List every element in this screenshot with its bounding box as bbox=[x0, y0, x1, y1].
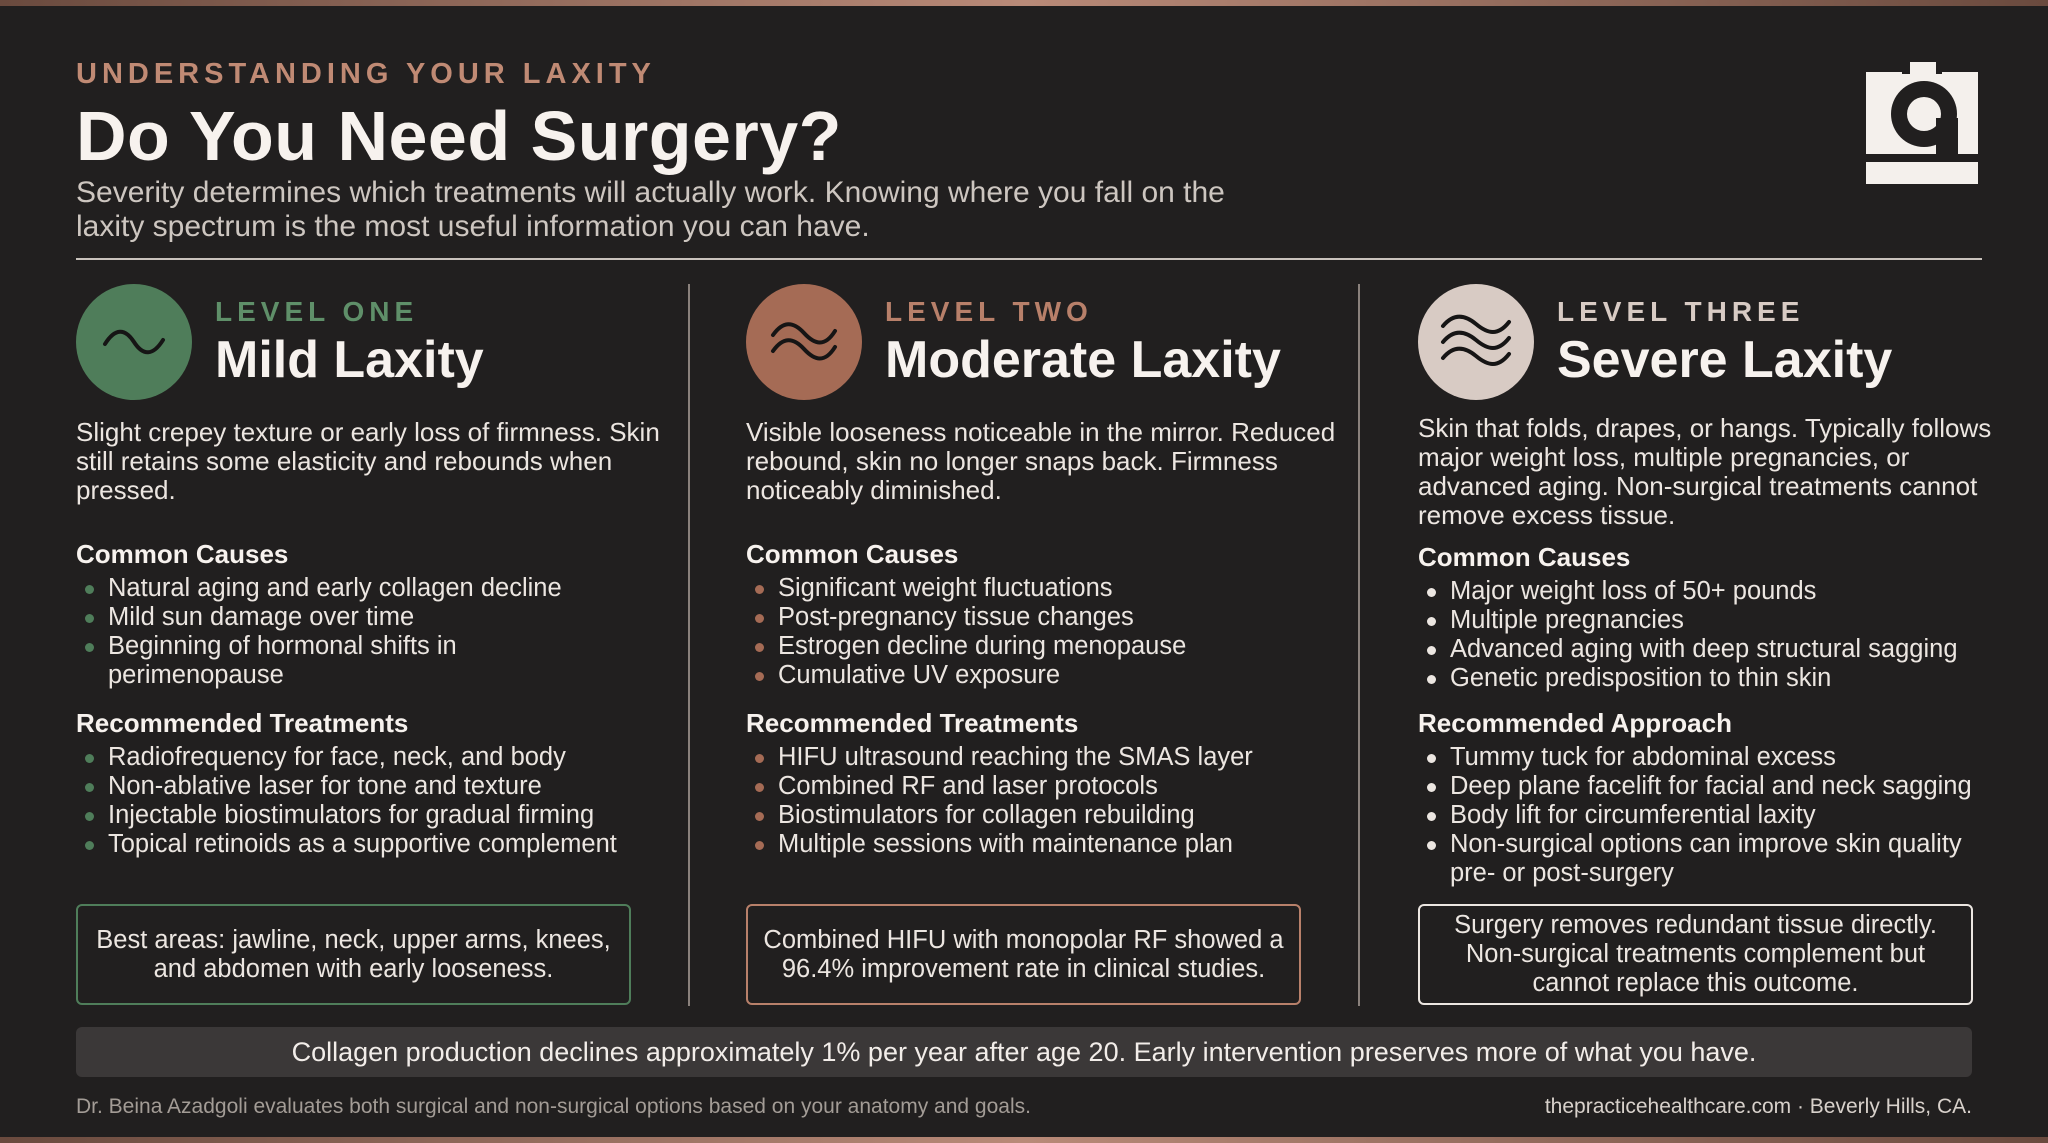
bullet-dot bbox=[1427, 646, 1436, 655]
bullet-dot bbox=[85, 643, 94, 652]
header-divider bbox=[76, 258, 1982, 260]
bottom-accent-bar bbox=[0, 1137, 2048, 1143]
list-item: Cumulative UV exposure bbox=[746, 661, 1366, 690]
list-item: Non-surgical options can improve skin quality bbox=[1418, 830, 2038, 859]
level-description: Visible looseness noticeable in the mirror. Reduced rebound, skin no longer snaps back. Firmness noticeably diminished. bbox=[746, 417, 1336, 505]
footer-disclaimer: Dr. Beina Azadgoli evaluates both surgical and non-surgical options based on your anatomy and goals. bbox=[76, 1095, 1031, 1118]
list-item: Estrogen decline during menopause bbox=[746, 632, 1366, 661]
callout-box: Best areas: jawline, neck, upper arms, knees, and abdomen with early looseness. bbox=[76, 904, 631, 1005]
page-eyebrow: UNDERSTANDING YOUR LAXITY bbox=[76, 58, 656, 90]
bullet-dot bbox=[85, 841, 94, 850]
bullet-dot bbox=[755, 812, 764, 821]
bullet-dot bbox=[1427, 812, 1436, 821]
triple-wave-icon bbox=[1418, 284, 1534, 400]
treatments-list bbox=[76, 743, 696, 859]
bullet-dot bbox=[1427, 841, 1436, 850]
list-item: Natural aging and early collagen decline bbox=[76, 574, 696, 603]
approach-heading: Recommended Approach bbox=[1418, 708, 1732, 738]
approach-list bbox=[1418, 743, 2038, 888]
page-subtitle: Severity determines which treatments will actually work. Knowing where you fall on the laxity spectrum is the most useful information you can have. bbox=[76, 176, 1225, 243]
bullet-dot bbox=[755, 841, 764, 850]
causes-heading: Common Causes bbox=[76, 539, 289, 569]
list-item: HIFU ultrasound reaching the SMAS layer bbox=[746, 743, 1366, 772]
level-tag: LEVEL ONE bbox=[215, 296, 419, 327]
list-item: Advanced aging with deep structural sagging bbox=[1418, 635, 2038, 664]
list-item: Major weight loss of 50+ pounds bbox=[1418, 577, 2038, 606]
single-wave-icon bbox=[76, 284, 192, 400]
level-description: Slight crepey texture or early loss of firmness. Skin still retains some elasticity and rebounds when pressed. bbox=[76, 417, 660, 505]
bullet-dot bbox=[755, 643, 764, 652]
causes-heading: Common Causes bbox=[746, 539, 959, 569]
bullet-dot bbox=[85, 754, 94, 763]
bullet-dot bbox=[85, 783, 94, 792]
bullet-dot bbox=[755, 783, 764, 792]
list-item: Significant weight fluctuations bbox=[746, 574, 1366, 603]
top-accent-bar bbox=[0, 0, 2048, 6]
bullet-dot bbox=[1427, 754, 1436, 763]
level-title: Moderate Laxity bbox=[885, 331, 1281, 389]
causes-list bbox=[76, 574, 696, 690]
causes-list bbox=[1418, 577, 2038, 693]
list-item: Combined RF and laser protocols bbox=[746, 772, 1366, 801]
page-title: Do You Need Surgery? bbox=[76, 97, 842, 175]
list-item: Genetic predisposition to thin skin bbox=[1418, 664, 2038, 693]
list-item: Topical retinoids as a supportive complement bbox=[76, 830, 696, 859]
bullet-dot bbox=[755, 585, 764, 594]
treatments-heading: Recommended Treatments bbox=[76, 708, 409, 738]
causes-list bbox=[746, 574, 1366, 690]
treatments-heading: Recommended Treatments bbox=[746, 708, 1079, 738]
list-item: Non-ablative laser for tone and texture bbox=[76, 772, 696, 801]
level-title: Mild Laxity bbox=[215, 331, 484, 389]
callout-box: Combined HIFU with monopolar RF showed a 96.4% improvement rate in clinical studies. bbox=[746, 904, 1301, 1005]
double-wave-icon bbox=[746, 284, 862, 400]
collagen-fact-banner: Collagen production declines approximately 1% per year after age 20. Early intervention preserves more of what you have. bbox=[76, 1027, 1972, 1077]
level-title: Severe Laxity bbox=[1557, 331, 1893, 389]
bullet-dot bbox=[85, 812, 94, 821]
list-item-continuation: perimenopause bbox=[108, 661, 284, 689]
bullet-dot bbox=[1427, 675, 1436, 684]
footer-website: thepracticehealthcare.com · Beverly Hills, CA. bbox=[1544, 1095, 1972, 1118]
bullet-dot bbox=[85, 585, 94, 594]
bullet-dot bbox=[755, 754, 764, 763]
list-item: Body lift for circumferential laxity bbox=[1418, 801, 2038, 830]
list-item-continuation: pre- or post-surgery bbox=[1450, 859, 1674, 887]
bullet-dot bbox=[85, 614, 94, 623]
list-item: Multiple sessions with maintenance plan bbox=[746, 830, 1366, 859]
list-item: Injectable biostimulators for gradual firming bbox=[76, 801, 696, 830]
list-item: Mild sun damage over time bbox=[76, 603, 696, 632]
list-item: Deep plane facelift for facial and neck sagging bbox=[1418, 772, 2038, 801]
bullet-dot bbox=[1427, 783, 1436, 792]
bullet-dot bbox=[1427, 588, 1436, 597]
list-item: Multiple pregnancies bbox=[1418, 606, 2038, 635]
list-item: Biostimulators for collagen rebuilding bbox=[746, 801, 1366, 830]
list-item: Radiofrequency for face, neck, and body bbox=[76, 743, 696, 772]
level-description: Skin that folds, drapes, or hangs. Typically follows major weight loss, multiple pregnancies, or advanced aging. Non-surgical treatments cannot remove excess tissue. bbox=[1418, 413, 1992, 530]
bullet-dot bbox=[755, 614, 764, 623]
practice-logo-icon bbox=[1862, 58, 1982, 198]
bullet-dot bbox=[1427, 617, 1436, 626]
level-tag: LEVEL THREE bbox=[1557, 296, 1805, 327]
callout-box: Surgery removes redundant tissue directly. Non-surgical treatments complement but cannot replace this outcome. bbox=[1418, 904, 1973, 1005]
bullet-dot bbox=[755, 672, 764, 681]
treatments-list bbox=[746, 743, 1366, 859]
list-item: Post-pregnancy tissue changes bbox=[746, 603, 1366, 632]
level-tag: LEVEL TWO bbox=[885, 296, 1093, 327]
list-item: Beginning of hormonal shifts in bbox=[76, 632, 696, 661]
causes-heading: Common Causes bbox=[1418, 542, 1631, 572]
list-item: Tummy tuck for abdominal excess bbox=[1418, 743, 2038, 772]
